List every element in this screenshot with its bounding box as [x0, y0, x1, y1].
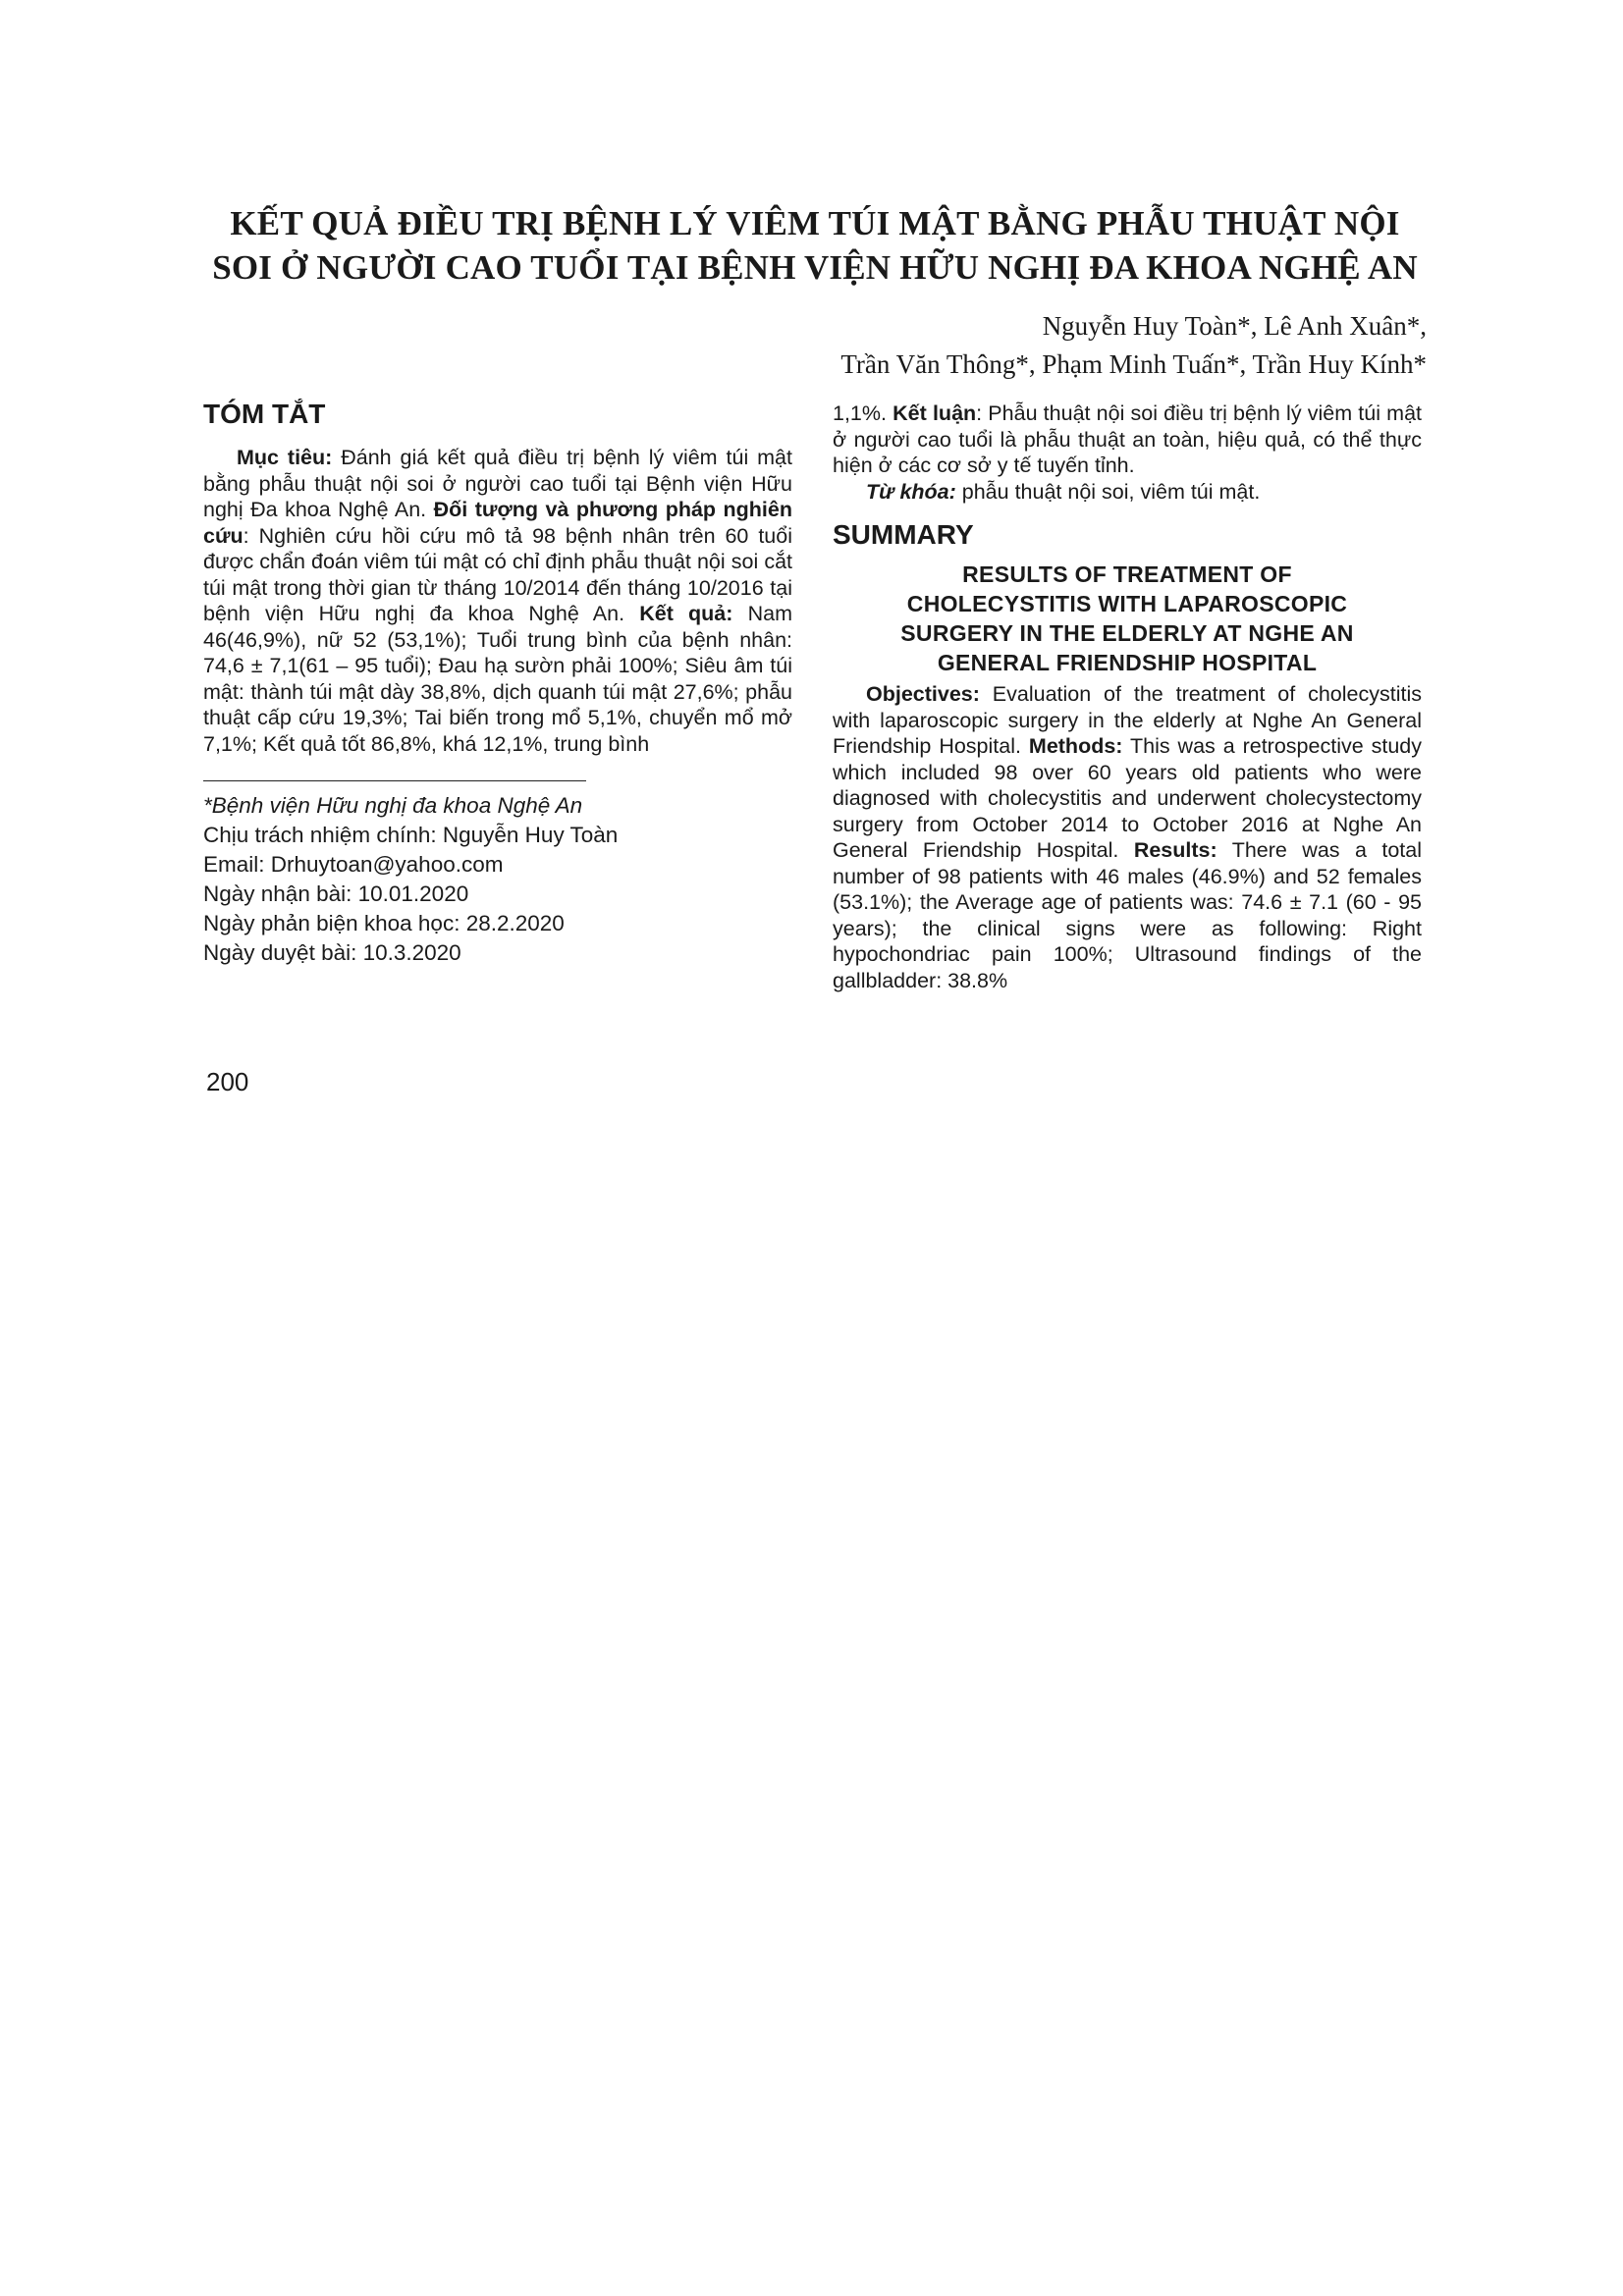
- summary-body: [833, 681, 1422, 993]
- article-title: [191, 201, 1438, 290]
- methods-label: Đối tượng và phương pháp nghiên cứu: [203, 498, 793, 548]
- author-list: [840, 307, 1427, 384]
- english-title-line-1: RESULTS OF TREATMENT OF: [962, 561, 1292, 587]
- objective-label: Mục tiêu:: [237, 446, 333, 469]
- footnote-divider: [203, 780, 586, 781]
- english-title-line-4: GENERAL FRIENDSHIP HOSPITAL: [937, 650, 1318, 675]
- footnote-approved: Ngày duyệt bài: 10.3.2020: [203, 940, 461, 965]
- keywords: [833, 479, 1422, 506]
- conclusion-label: Kết luận: [893, 401, 977, 425]
- objective-text: Đánh giá kết quả điều trị bệnh lý viêm túi mật bằng phẫu thuật nội soi ở người cao tuổi tại Bệnh viện Hữu nghị Đa khoa Nghệ An.: [203, 446, 792, 521]
- authors-line-1: Nguyễn Huy Toàn*, Lê Anh Xuân*,: [1042, 311, 1427, 341]
- keywords-text: phẫu thuật nội soi, viêm túi mật.: [955, 479, 1261, 504]
- conclusion-text: : Phẫu thuật nội soi điều trị bệnh lý viêm túi mật ở người cao tuổi là phẫu thuật an toàn, hiệu quả, có thể thực hiện ở các cơ sở y tế tuyến tỉnh.: [833, 401, 1423, 477]
- summary-heading: SUMMARY: [833, 519, 974, 550]
- english-title-line-3: SURGERY IN THE ELDERLY AT NGHE AN: [900, 620, 1354, 646]
- english-title: [833, 560, 1422, 677]
- title-line-2: SOI Ở NGƯỜI CAO TUỔI TẠI BỆNH VIỆN HỮU NGHỊ ĐA KHOA NGHỆ AN: [212, 248, 1418, 287]
- footnote-affiliation: *Bệnh viện Hữu nghị đa khoa Nghệ An: [203, 793, 583, 818]
- abstract-heading: TÓM TẮT: [203, 399, 326, 429]
- abstract-vi-body: [203, 445, 792, 757]
- left-column: [203, 398, 792, 968]
- results-text-en: There was a total number of 98 patients with 46 males (46.9%) and 52 females (53.1%); the Average age of patients was: 74.6 ± 7.1 (60 - 95 years); the clinical signs were as following: Right hypochondriac pain 100%; Ultrasound findings of the gallbladder: 38.8%: [833, 838, 1422, 992]
- objectives-label: Objectives:: [866, 682, 980, 706]
- footnote-received: Ngày nhận bài: 10.01.2020: [203, 881, 469, 906]
- title-line-1: KẾT QUẢ ĐIỀU TRỊ BỆNH LÝ VIÊM TÚI MẬT BẰNG PHẪU THUẬT NỘI: [230, 204, 1400, 242]
- abstract-vi-continued: [833, 400, 1422, 479]
- results-text: Nam 46(46,9%), nữ 52 (53,1%); Tuổi trung bình của bệnh nhân: 74,6 ± 7,1(61 – 95 tuổi); Đau hạ sườn phải 100%; Siêu âm túi mật: thành túi mật dày 38,8%, dịch quanh túi mật 27,6%; phẫu thuật cấp cứu 19,3%; Tai biến trong mổ 5,1%, chuyển mổ mở 7,1%; Kết quả tốt 86,8%, khá 12,1%, trung bình: [203, 602, 792, 756]
- footnote-email: Email: Drhuytoan@yahoo.com: [203, 852, 504, 877]
- authors-line-2: Trần Văn Thông*, Phạm Minh Tuấn*, Trần Huy Kính*: [840, 349, 1427, 379]
- results-label-en: Results:: [1133, 838, 1217, 862]
- right-column: [833, 400, 1422, 993]
- results-label: Kết quả:: [639, 602, 733, 625]
- footnote-responsible: Chịu trách nhiệm chính: Nguyễn Huy Toàn: [203, 823, 619, 847]
- results-continued: 1,1%.: [833, 401, 893, 425]
- objectives-text: Evaluation of the treatment of cholecystitis with laparoscopic surgery in the elderly at Nghe An General Friendship Hospital.: [833, 682, 1422, 758]
- english-title-line-2: CHOLECYSTITIS WITH LAPAROSCOPIC: [906, 591, 1348, 616]
- footnote-reviewed: Ngày phản biện khoa học: 28.2.2020: [203, 911, 565, 935]
- methods-text: : Nghiên cứu hồi cứu mô tả 98 bệnh nhân trên 60 tuổi được chẩn đoán viêm túi mật có chỉ định phẫu thuật nội soi cắt túi mật trong thời gian từ tháng 10/2014 đến tháng 10/2016 tại bệnh viện Hữu nghị đa khoa Nghệ An.: [203, 523, 792, 625]
- keywords-label: Từ khóa:: [866, 479, 956, 504]
- footnotes: [203, 791, 792, 968]
- page-number: 200: [206, 1067, 249, 1096]
- methods-text-en: This was a retrospective study which included 98 over 60 years old patients who were diagnosed with cholecystitis and underwent cholecystectomy surgery from October 2014 to October 2016 at Nghe An General Friendship Hospital.: [833, 734, 1422, 862]
- methods-label-en: Methods:: [1028, 734, 1123, 758]
